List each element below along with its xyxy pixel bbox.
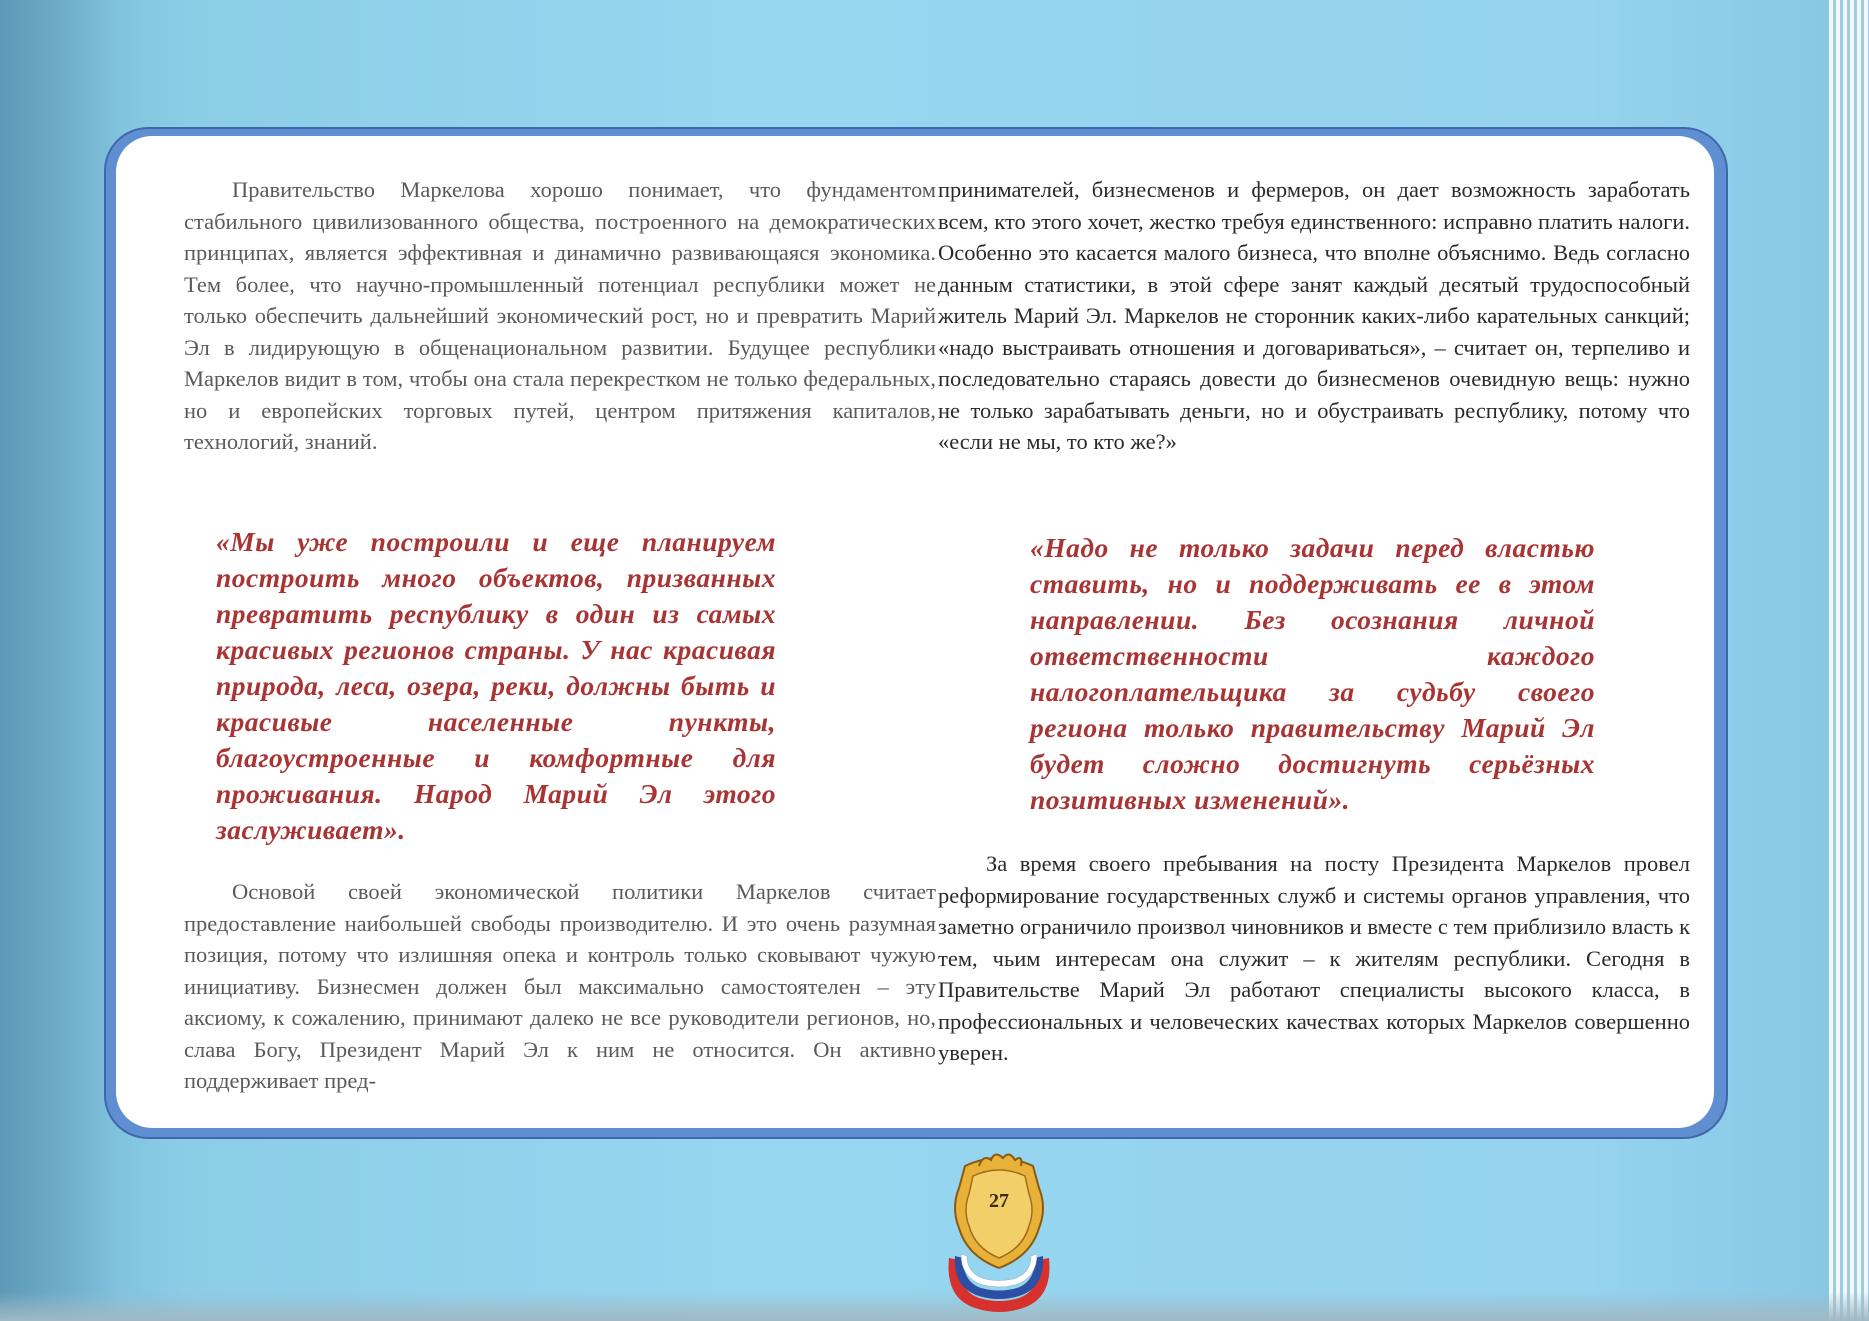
left-column [184, 174, 936, 458]
right-paragraph-2: За время своего пребывания на посту Президента Маркелов провел реформирование государственных служб и системы органов управления, что заметно ограничило произвол чиновников и вместе с тем приблизило власть к тем, чьим интересам она служит – к жителям республики. Сегодня в Правительстве Марий Эл работают специалисты высокого класса, в профессиональных и человеческих качествах которых Маркелов совершенно уверен. [938, 851, 1690, 1065]
left-paragraph-2: Основой своей экономической политики Маркелов считает предоставление наибольшей свободы производителю. И это очень разумная позиция, потому что излишняя опека и контроль только сковывают чужую инициативу. Бизнесмен должен был максимально самостоятелен – эту аксиому, к сожалению, принимают далеко не все руководители регионов, но, слава Богу, Президент Марий Эл к ним не относится. Он активно поддерживает пред- [184, 879, 936, 1093]
left-column-bottom [184, 876, 936, 1097]
right-column-bottom [938, 848, 1690, 1069]
book-spine-shadow [0, 0, 120, 1321]
left-paragraph-1: Правительство Маркелова хорошо понимает, что фундаментом стабильного цивилизованного общества, построенного на демократических принципах, является эффективная и динамично развивающаяся экономика. Тем более, что научно-промышленный потенциал республики может не только обеспечить дальнейший экономический рост, но и превратить Марий Эл в лидирующую в общенациональном развитии. Будущее республики Маркелов видит в том, чтобы она стала перекрестком не только федеральных, но и европейских торговых путей, центром притяжения капиталов, технологий, знаний. [184, 177, 936, 454]
book-page-edges [1829, 0, 1869, 1321]
left-quote: «Мы уже построили и еще планируем построить много объектов, призванных превратить республику в один из самых красивых регионов страны. У нас красивая природа, леса, озера, реки, должны быть и красивые населенные пункты, благоустроенные и комфортные для проживания. Народ Марий Эл этого заслуживает». [216, 526, 776, 845]
right-paragraph-1: принимателей, бизнесменов и фермеров, он дает возможность заработать всем, кто этого хочет, жестко требуя единственного: исправно платить налоги. Особенно это касается малого бизнеса, что вполне объяснимо. Ведь согласно данным статистики, в этой сфере занят каждый десятый трудоспособный житель Марий Эл. Маркелов не сторонник каких-либо карательных санкций; «надо выстраивать отношения и договариваться», – считает он, терпеливо и последовательно стараясь довести до бизнесменов очевидную вещь: нужно не только зарабатывать деньги, но и обустраивать республику, потому что «если не мы, то кто же?» [938, 177, 1690, 454]
right-column [938, 174, 1690, 458]
page-number: 27 [989, 1190, 1009, 1212]
coat-of-arms-emblem [935, 1148, 1063, 1313]
text-panel [116, 136, 1714, 1128]
right-quote: «Надо не только задачи перед властью ставить, но и поддерживать ее в этом направлении. Без осознания личной ответственности каждого налогоплательщика за судьбу своего региона только правительству Марий Эл будет сложно достигнуть серьёзных позитивных изменений». [1030, 532, 1595, 815]
